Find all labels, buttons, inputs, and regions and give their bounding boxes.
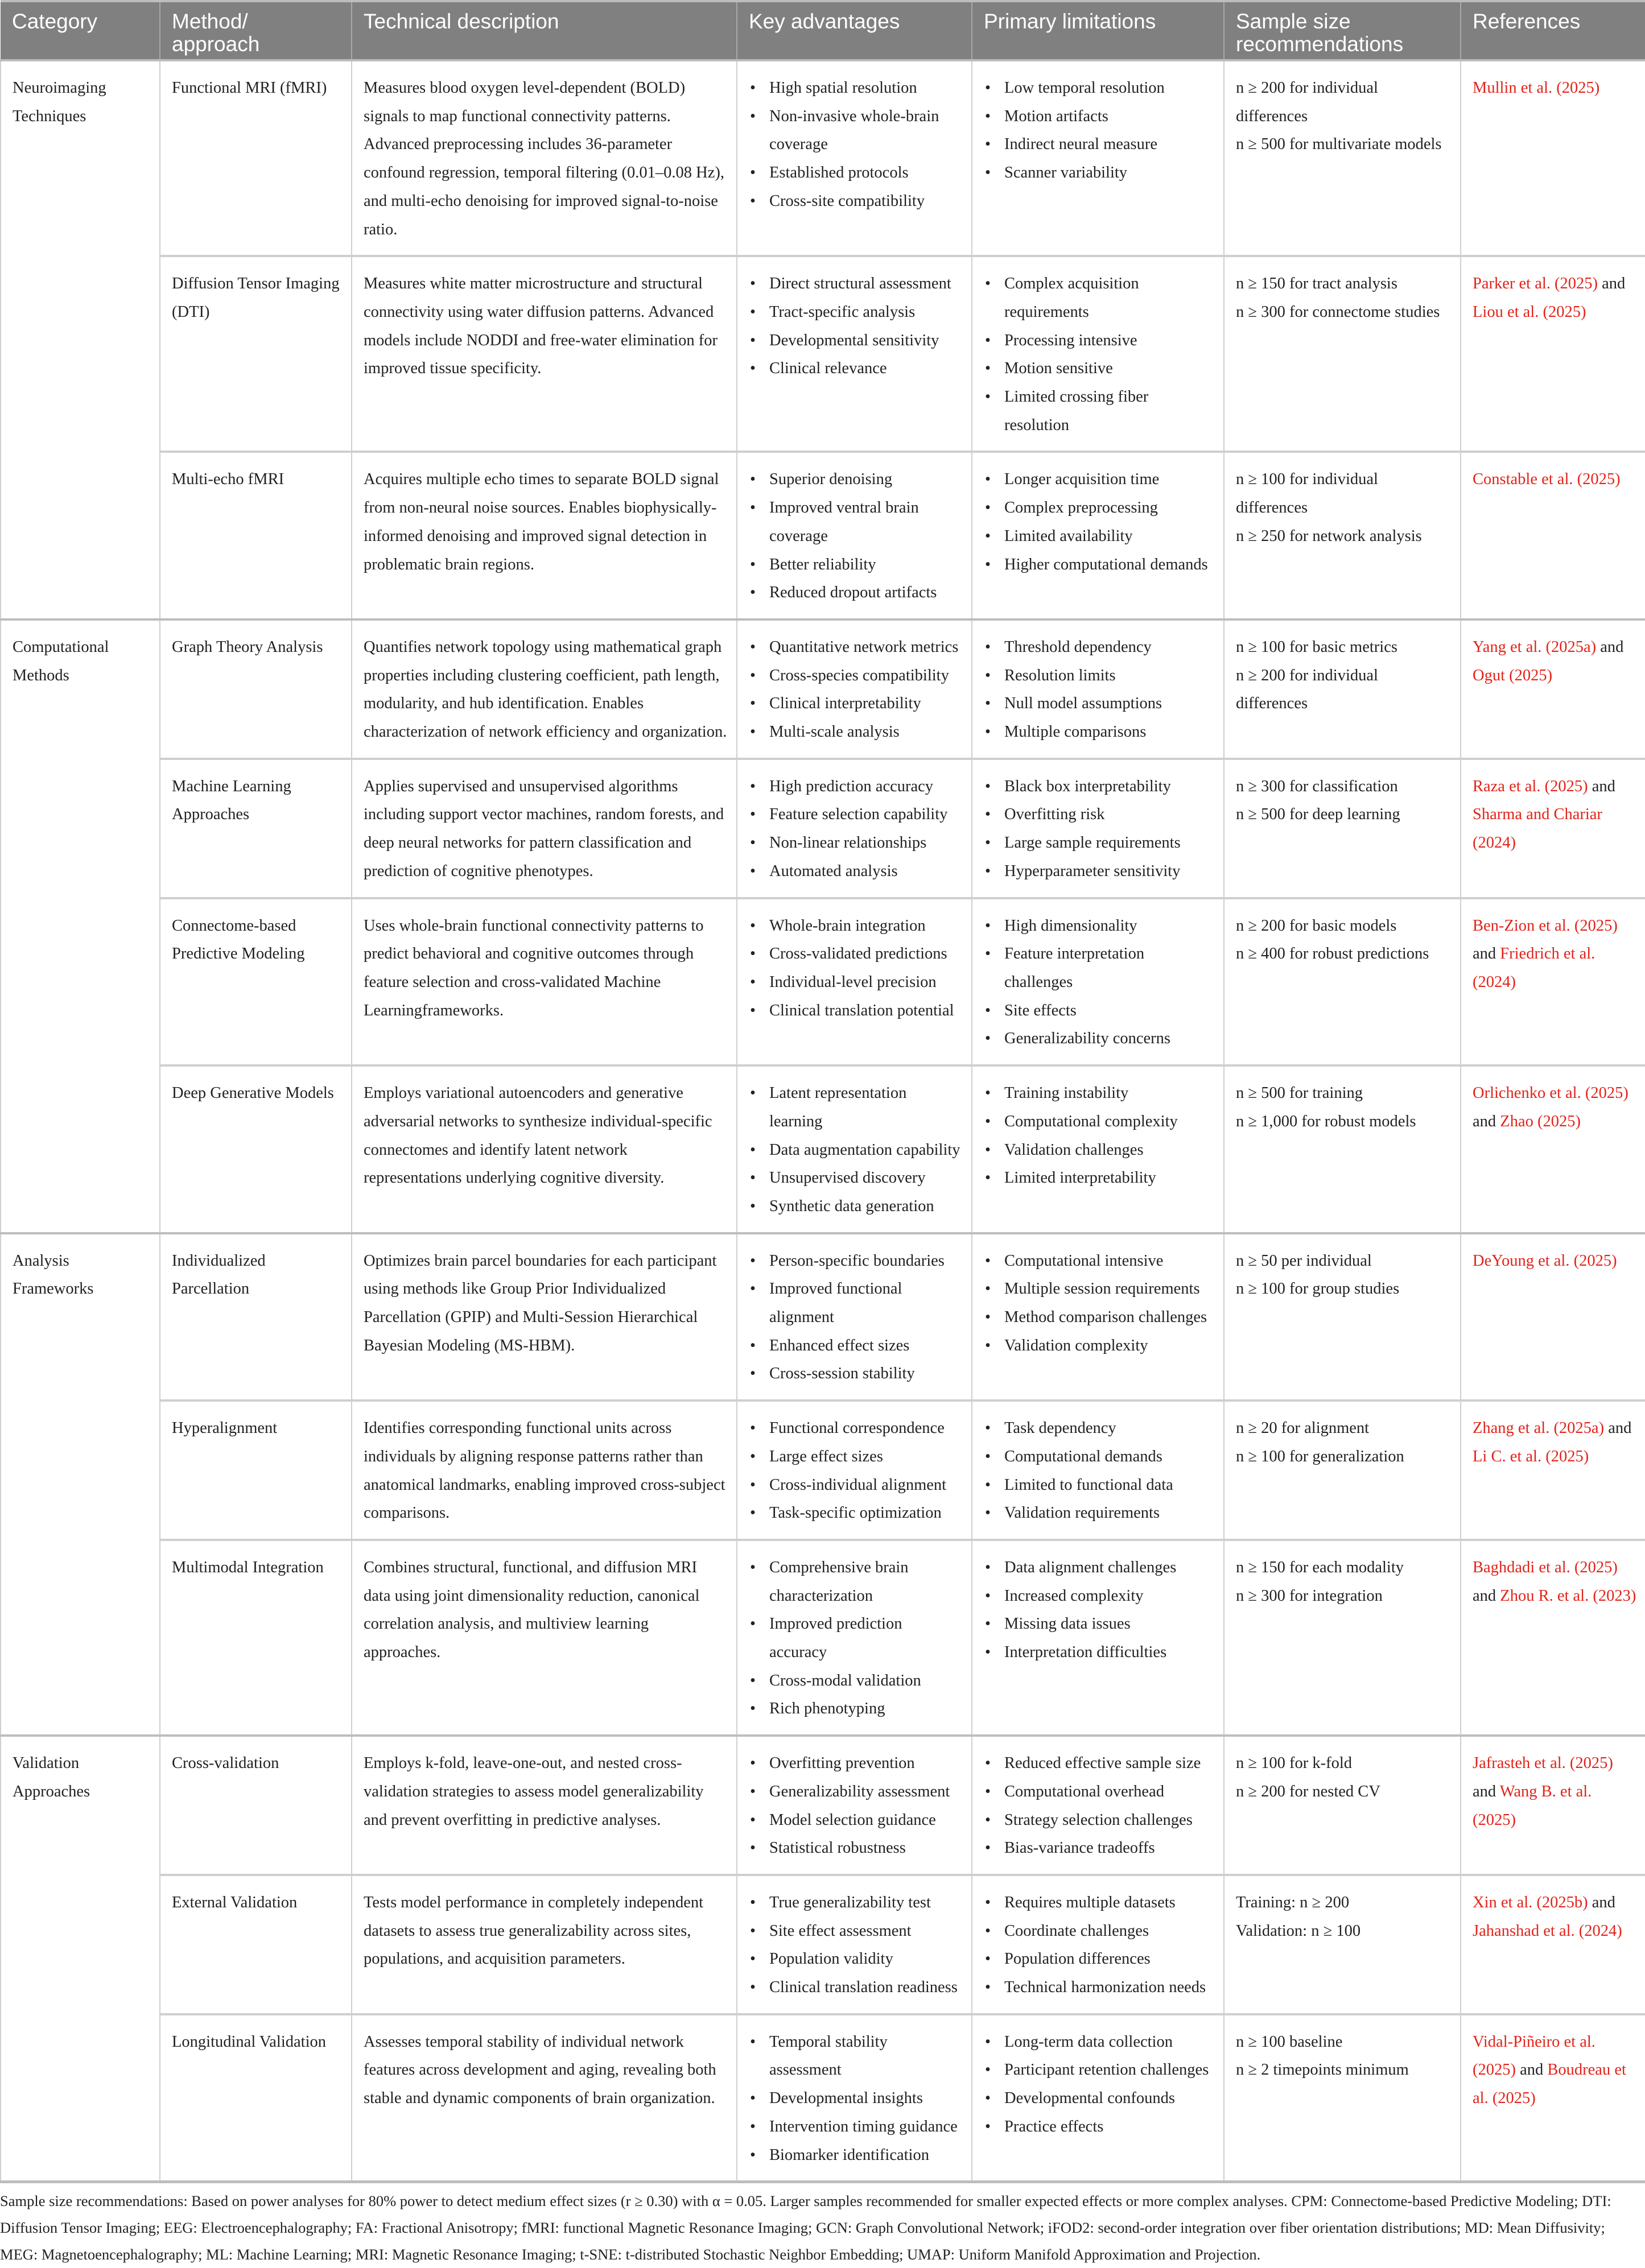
sample-size-item: n ≥ 200 for individual differences xyxy=(1236,79,1378,125)
reference-link[interactable]: Mullin et al. (2025) xyxy=(1473,79,1600,97)
sample-size-item: n ≥ 200 for basic models xyxy=(1236,916,1397,935)
sample-size-cell xyxy=(1224,619,1461,759)
sample-size-cell xyxy=(1224,2014,1461,2182)
advantages-cell xyxy=(737,60,972,256)
advantage-item: • Task-specific optimization xyxy=(749,1499,962,1527)
reference-link[interactable]: Ogut (2025) xyxy=(1473,666,1553,684)
method-cell: Machine Learning Approaches xyxy=(160,759,352,898)
limitations-cell xyxy=(972,1233,1224,1401)
description-cell: Quantifies network topology using mathematical graph properties including clustering coefficient, path length, modularity, and hub identification. Enables characterization of network efficiency and organization. xyxy=(352,619,737,759)
sample-size-item: n ≥ 100 for group studies xyxy=(1236,1280,1400,1298)
description-cell: Measures white matter microstructure and structural connectivity using water diffusion patterns. Advanced models include NODDI and free-water elimination for improved tissue specificity. xyxy=(352,256,737,452)
limitations-list xyxy=(984,633,1214,746)
table-header-row xyxy=(1,1,1645,60)
advantages-list xyxy=(749,1554,962,1723)
reference-connector: and xyxy=(1596,638,1624,656)
advantages-cell xyxy=(737,759,972,898)
reference-connector: and xyxy=(1473,945,1500,963)
method-cell: Longitudinal Validation xyxy=(160,2014,352,2182)
sample-size-item: n ≥ 100 baseline xyxy=(1236,2032,1343,2051)
advantage-item: • Enhanced effect sizes xyxy=(749,1332,962,1360)
reference-link[interactable]: Raza et al. (2025) xyxy=(1473,777,1588,795)
limitation-item: • Computational complexity xyxy=(984,1108,1214,1136)
limitation-item: • Increased complexity xyxy=(984,1582,1214,1610)
reference-link[interactable]: DeYoung et al. (2025) xyxy=(1473,1251,1617,1270)
advantage-item: • Latent representation learning xyxy=(749,1079,962,1135)
reference-link[interactable]: Orlichenko et al. (2025) xyxy=(1473,1084,1628,1102)
sample-size-cell xyxy=(1224,1736,1461,1875)
sample-size-cell xyxy=(1224,256,1461,452)
limitation-item: • Higher computational demands xyxy=(984,551,1214,579)
advantage-item: • Data augmentation capability xyxy=(749,1136,962,1164)
advantages-list xyxy=(749,1247,962,1389)
table-row xyxy=(1,256,1645,452)
advantages-list xyxy=(749,465,962,607)
sample-size-cell xyxy=(1224,1875,1461,2014)
description-cell: Optimizes brain parcel boundaries for each participant using methods like Group Prior Individualized Parcellation (GPIP) and Multi-Session Hierarchical Bayesian Modeling (MS-HBM). xyxy=(352,1233,737,1401)
header-description: Technical description xyxy=(352,1,737,60)
reference-link[interactable]: Liou et al. (2025) xyxy=(1473,303,1586,321)
sample-size-item: n ≥ 200 for individual differences xyxy=(1236,666,1378,713)
advantage-item: • Cross-modal validation xyxy=(749,1667,962,1695)
advantage-item: • Statistical robustness xyxy=(749,1834,962,1862)
table-row xyxy=(1,1065,1645,1233)
advantages-cell xyxy=(737,898,972,1066)
limitations-list xyxy=(984,1079,1214,1192)
table-footnote: Sample size recommendations: Based on power analyses for 80% power to detect medium effect sizes (r ≥ 0.30) with α = 0.05. Larger samples recommended for smaller expected effects or more complex analyses. CPM: Connectome-based Predictive Modeling; DTI: Diffusion Tensor Imaging; EEG: Electroencephalography; FA: Fractional Anisotropy; fMRI: functional Magnetic Resonance Imaging; GCN: Graph Convolutional Network; iFOD2: second-order integration over fiber orientation distributions; MD: Mean Diffusivity; MEG: Magnetoencephalography; ML: Machine Learning; MRI: Magnetic Resonance Imaging; t-SNE: t-distributed Stochastic Neighbor Embedding; UMAP: Uniform Manifold Approximation and Projection. xyxy=(0,2192,1611,2263)
advantage-item: • Population validity xyxy=(749,1945,962,1973)
sample-size-item: Validation: n ≥ 100 xyxy=(1236,1922,1361,1940)
advantage-item: • Overfitting prevention xyxy=(749,1749,962,1778)
reference-link[interactable]: Parker et al. (2025) xyxy=(1473,275,1598,293)
limitations-list xyxy=(984,270,1214,439)
advantage-item: • Cross-individual alignment xyxy=(749,1471,962,1499)
limitation-item: • Site effects xyxy=(984,997,1214,1025)
description-cell: Tests model performance in completely independent datasets to assess true generalizability across sites, populations, and acquisition parameters. xyxy=(352,1875,737,2014)
reference-link[interactable]: Zhang et al. (2025a) xyxy=(1473,1419,1605,1437)
description-cell: Assesses temporal stability of individual network features across development and aging, revealing both stable and dynamic components of brain organization. xyxy=(352,2014,737,2182)
method-cell: Hyperalignment xyxy=(160,1401,352,1540)
sample-size-item: n ≥ 500 for deep learning xyxy=(1236,805,1400,824)
advantages-list xyxy=(749,1079,962,1221)
limitations-cell xyxy=(972,759,1224,898)
references-cell xyxy=(1461,452,1645,619)
reference-link[interactable]: Jahanshad et al. (2024) xyxy=(1473,1922,1622,1940)
limitations-list xyxy=(984,74,1214,187)
reference-connector: and xyxy=(1588,1893,1615,1911)
reference-connector: and xyxy=(1588,777,1615,795)
limitations-list xyxy=(984,1889,1214,2002)
limitation-item: • Indirect neural measure xyxy=(984,130,1214,159)
advantages-list xyxy=(749,633,962,746)
advantage-item: • Non-linear relationships xyxy=(749,829,962,857)
sample-size-item: n ≥ 300 for connectome studies xyxy=(1236,303,1440,321)
advantage-item: • Improved ventral brain coverage xyxy=(749,494,962,550)
limitation-item: • Bias-variance tradeoffs xyxy=(984,1834,1214,1862)
limitation-item: • Large sample requirements xyxy=(984,829,1214,857)
references-cell xyxy=(1461,1540,1645,1736)
references-cell xyxy=(1461,1233,1645,1401)
sample-size-item: n ≥ 2 timepoints minimum xyxy=(1236,2061,1409,2079)
method-cell: Diffusion Tensor Imaging (DTI) xyxy=(160,256,352,452)
reference-link[interactable]: Friedrich et al. (2024) xyxy=(1473,945,1595,991)
advantage-item: • True generalizability test xyxy=(749,1889,962,1917)
table-row xyxy=(1,1233,1645,1401)
advantages-cell xyxy=(737,1736,972,1875)
method-cell: Functional MRI (fMRI) xyxy=(160,60,352,256)
limitation-item: • Training instability xyxy=(984,1079,1214,1108)
advantage-item: • High prediction accuracy xyxy=(749,772,962,801)
advantages-list xyxy=(749,1889,962,2002)
limitation-item: • Black box interpretability xyxy=(984,772,1214,801)
limitation-item: • Method comparison challenges xyxy=(984,1303,1214,1332)
reference-link[interactable]: Sharma and Chariar (2024) xyxy=(1473,805,1602,852)
description-cell: Acquires multiple echo times to separate BOLD signal from non-neural noise sources. Enables biophysically-informed denoising and improved signal detection in problematic brain regions. xyxy=(352,452,737,619)
limitations-list xyxy=(984,465,1214,579)
advantage-item: • Quantitative network metrics xyxy=(749,633,962,662)
advantages-cell xyxy=(737,452,972,619)
header-method: Method/ approach xyxy=(160,1,352,60)
limitations-list xyxy=(984,2028,1214,2141)
table-row xyxy=(1,1401,1645,1540)
header-references: References xyxy=(1461,1,1645,60)
advantages-list xyxy=(749,2028,962,2170)
advantage-item: • Multi-scale analysis xyxy=(749,718,962,746)
advantage-item: • Person-specific boundaries xyxy=(749,1247,962,1275)
advantage-item: • Reduced dropout artifacts xyxy=(749,579,962,607)
advantage-item: • Comprehensive brain characterization xyxy=(749,1554,962,1610)
sample-size-item: n ≥ 100 for individual differences xyxy=(1236,470,1378,517)
limitation-item: • Longer acquisition time xyxy=(984,465,1214,494)
limitation-item: • Multiple comparisons xyxy=(984,718,1214,746)
limitations-list xyxy=(984,1554,1214,1667)
limitation-item: • Population differences xyxy=(984,1945,1214,1973)
limitations-cell xyxy=(972,619,1224,759)
advantage-item: • Clinical relevance xyxy=(749,354,962,383)
method-cell: Multimodal Integration xyxy=(160,1540,352,1736)
table-row xyxy=(1,898,1645,1066)
advantage-item: • Model selection guidance xyxy=(749,1806,962,1835)
advantage-item: • Superior denoising xyxy=(749,465,962,494)
limitation-item: • Generalizability concerns xyxy=(984,1024,1214,1053)
reference-connector: and xyxy=(1473,1587,1500,1605)
limitation-item: • Overfitting risk xyxy=(984,800,1214,829)
limitation-item: • Limited to functional data xyxy=(984,1471,1214,1499)
reference-link[interactable]: Jafrasteh et al. (2025) xyxy=(1473,1754,1613,1773)
sample-size-cell xyxy=(1224,898,1461,1066)
description-cell: Employs variational autoencoders and generative adversarial networks to synthesize individual-specific connectomes and identify latent network representations underlying cognitive diversity. xyxy=(352,1065,737,1233)
method-cell: Cross-validation xyxy=(160,1736,352,1875)
advantage-item: • Generalizability assessment xyxy=(749,1778,962,1806)
limitations-cell xyxy=(972,898,1224,1066)
reference-connector: and xyxy=(1515,2061,1548,2079)
table-row xyxy=(1,1736,1645,1875)
sample-size-item: n ≥ 100 for generalization xyxy=(1236,1447,1404,1465)
references-cell xyxy=(1461,898,1645,1066)
sample-size-item: n ≥ 500 for multivariate models xyxy=(1236,135,1442,154)
sample-size-cell xyxy=(1224,1065,1461,1233)
sample-size-item: n ≥ 100 for k-fold xyxy=(1236,1754,1353,1773)
advantage-item: • Cross-session stability xyxy=(749,1360,962,1388)
reference-link[interactable]: Wang B. et al. (2025) xyxy=(1473,1782,1592,1829)
limitation-item: • Validation complexity xyxy=(984,1332,1214,1360)
header-sample-size: Sample size recommendations xyxy=(1224,1,1461,60)
sample-size-cell xyxy=(1224,1233,1461,1401)
limitation-item: • Developmental confounds xyxy=(984,2084,1214,2113)
references-cell xyxy=(1461,1736,1645,1875)
advantage-item: • Better reliability xyxy=(749,551,962,579)
advantage-item: • Cross-species compatibility xyxy=(749,662,962,690)
method-cell: Graph Theory Analysis xyxy=(160,619,352,759)
limitations-list xyxy=(984,1247,1214,1360)
sample-size-item: n ≥ 150 for tract analysis xyxy=(1236,275,1397,293)
advantage-item: • Individual-level precision xyxy=(749,968,962,997)
limitations-list xyxy=(984,772,1214,886)
category-cell: Neuroimaging Techniques xyxy=(1,60,160,619)
references-cell xyxy=(1461,60,1645,256)
limitations-cell xyxy=(972,1736,1224,1875)
advantages-list xyxy=(749,74,962,216)
sample-size-cell xyxy=(1224,1540,1461,1736)
limitation-item: • Resolution limits xyxy=(984,662,1214,690)
limitation-item: • Missing data issues xyxy=(984,1610,1214,1638)
method-cell: Multi-echo fMRI xyxy=(160,452,352,619)
category-cell: Analysis Frameworks xyxy=(1,1233,160,1736)
limitation-item: • Participant retention challenges xyxy=(984,2056,1214,2084)
advantage-item: • Clinical translation readiness xyxy=(749,1973,962,2002)
advantage-item: • Tract-specific analysis xyxy=(749,298,962,327)
sample-size-item: n ≥ 1,000 for robust models xyxy=(1236,1112,1416,1130)
advantage-item: • Direct structural assessment xyxy=(749,270,962,298)
sample-size-cell xyxy=(1224,60,1461,256)
advantages-cell xyxy=(737,1065,972,1233)
limitation-item: • Motion artifacts xyxy=(984,102,1214,131)
advantage-item: • Cross-validated predictions xyxy=(749,940,962,968)
table-row xyxy=(1,452,1645,619)
limitations-cell xyxy=(972,1875,1224,2014)
limitation-item: • Requires multiple datasets xyxy=(984,1889,1214,1917)
advantage-item: • Cross-site compatibility xyxy=(749,187,962,216)
limitations-cell xyxy=(972,256,1224,452)
limitation-item: • Computational overhead xyxy=(984,1778,1214,1806)
advantage-item: • Clinical translation potential xyxy=(749,997,962,1025)
limitation-item: • Strategy selection challenges xyxy=(984,1806,1214,1835)
limitation-item: • Technical harmonization needs xyxy=(984,1973,1214,2002)
reference-connector: and xyxy=(1473,1782,1500,1800)
reference-connector: and xyxy=(1598,275,1626,293)
description-cell: Employs k-fold, leave-one-out, and nested cross-validation strategies to assess model generalizability and prevent overfitting in predictive analyses. xyxy=(352,1736,737,1875)
limitation-item: • Threshold dependency xyxy=(984,633,1214,662)
limitation-item: • Hyperparameter sensitivity xyxy=(984,857,1214,886)
advantages-cell xyxy=(737,2014,972,2182)
advantages-list xyxy=(749,912,962,1025)
limitation-item: • Scanner variability xyxy=(984,159,1214,187)
advantages-list xyxy=(749,772,962,886)
reference-link[interactable]: Baghdadi et al. (2025) xyxy=(1473,1558,1618,1576)
advantages-cell xyxy=(737,1540,972,1736)
advantage-item: • Functional correspondence xyxy=(749,1414,962,1443)
limitation-item: • Feature interpretation challenges xyxy=(984,940,1214,996)
advantage-item: • Site effect assessment xyxy=(749,1917,962,1945)
references-cell xyxy=(1461,1875,1645,2014)
limitation-item: • Validation challenges xyxy=(984,1136,1214,1164)
reference-link[interactable]: Xin et al. (2025b) xyxy=(1473,1893,1588,1911)
category-cell: Validation Approaches xyxy=(1,1736,160,2182)
reference-link[interactable]: Li C. et al. (2025) xyxy=(1473,1447,1589,1465)
limitation-item: • Limited interpretability xyxy=(984,1164,1214,1192)
limitation-item: • Validation requirements xyxy=(984,1499,1214,1527)
references-cell xyxy=(1461,759,1645,898)
advantage-item: • Non-invasive whole-brain coverage xyxy=(749,102,962,159)
advantage-item: • Intervention timing guidance xyxy=(749,2113,962,2141)
advantage-item: • Improved prediction accuracy xyxy=(749,1610,962,1666)
reference-link[interactable]: Ben-Zion et al. (2025) xyxy=(1473,916,1618,935)
references-cell xyxy=(1461,619,1645,759)
references-cell xyxy=(1461,2014,1645,2182)
reference-connector: and xyxy=(1473,1112,1500,1130)
limitation-item: • Reduced effective sample size xyxy=(984,1749,1214,1778)
sample-size-item: n ≥ 200 for nested CV xyxy=(1236,1782,1380,1800)
table-row xyxy=(1,759,1645,898)
reference-link[interactable]: Zhou R. et al. (2023) xyxy=(1500,1587,1636,1605)
description-cell: Combines structural, functional, and diffusion MRI data using joint dimensionality reduction, canonical correlation analysis, and multiview learning approaches. xyxy=(352,1540,737,1736)
table-row xyxy=(1,2014,1645,2182)
sample-size-cell xyxy=(1224,759,1461,898)
advantages-cell xyxy=(737,1875,972,2014)
advantage-item: • Feature selection capability xyxy=(749,800,962,829)
limitations-list xyxy=(984,1414,1214,1527)
limitations-cell xyxy=(972,2014,1224,2182)
table-row xyxy=(1,1540,1645,1736)
limitation-item: • Null model assumptions xyxy=(984,689,1214,718)
advantage-item: • Rich phenotyping xyxy=(749,1695,962,1723)
limitation-item: • Task dependency xyxy=(984,1414,1214,1443)
limitation-item: • Multiple session requirements xyxy=(984,1275,1214,1303)
description-cell: Identifies corresponding functional units across individuals by aligning response patterns rather than anatomical landmarks, enabling improved cross-subject comparisons. xyxy=(352,1401,737,1540)
table-row xyxy=(1,619,1645,759)
advantages-list xyxy=(749,1414,962,1527)
limitation-item: • Interpretation difficulties xyxy=(984,1638,1214,1667)
header-limitations: Primary limitations xyxy=(972,1,1224,60)
limitation-item: • Coordinate challenges xyxy=(984,1917,1214,1945)
limitation-item: • Limited availability xyxy=(984,522,1214,551)
advantage-item: • Improved functional alignment xyxy=(749,1275,962,1331)
sample-size-item: n ≥ 20 for alignment xyxy=(1236,1419,1370,1437)
method-cell: External Validation xyxy=(160,1875,352,2014)
limitation-item: • Data alignment challenges xyxy=(984,1554,1214,1582)
advantage-item: • Whole-brain integration xyxy=(749,912,962,940)
limitations-cell xyxy=(972,452,1224,619)
method-cell: Individualized Parcellation xyxy=(160,1233,352,1401)
advantages-list xyxy=(749,270,962,383)
limitation-item: • Long-term data collection xyxy=(984,2028,1214,2056)
reference-link[interactable]: Vidal-Piñeiro et al. (2025) xyxy=(1473,2032,1595,2079)
advantages-cell xyxy=(737,256,972,452)
advantage-item: • Large effect sizes xyxy=(749,1443,962,1471)
description-cell: Applies supervised and unsupervised algorithms including support vector machines, random forests, and deep neural networks for pattern classification and prediction of cognitive phenotypes. xyxy=(352,759,737,898)
limitation-item: • Computational intensive xyxy=(984,1247,1214,1275)
advantage-item: • Established protocols xyxy=(749,159,962,187)
limitation-item: • Low temporal resolution xyxy=(984,74,1214,102)
limitation-item: • Processing intensive xyxy=(984,327,1214,355)
table-row xyxy=(1,1875,1645,2014)
reference-link[interactable]: Yang et al. (2025a) xyxy=(1473,638,1597,656)
sample-size-item: n ≥ 500 for training xyxy=(1236,1084,1363,1102)
sample-size-item: n ≥ 300 for integration xyxy=(1236,1587,1383,1605)
advantage-item: • Synthetic data generation xyxy=(749,1192,962,1221)
references-cell xyxy=(1461,256,1645,452)
table-body xyxy=(1,60,1645,2182)
advantages-cell xyxy=(737,1401,972,1540)
description-cell: Uses whole-brain functional connectivity patterns to predict behavioral and cognitive outcomes through feature selection and cross-validated Machine Learningframeworks. xyxy=(352,898,737,1066)
limitations-list xyxy=(984,912,1214,1054)
sample-size-cell xyxy=(1224,1401,1461,1540)
limitations-cell xyxy=(972,60,1224,256)
reference-link[interactable]: Constable et al. (2025) xyxy=(1473,470,1621,489)
advantage-item: • Developmental sensitivity xyxy=(749,327,962,355)
advantage-item: • High spatial resolution xyxy=(749,74,962,102)
advantages-cell xyxy=(737,619,972,759)
advantage-item: • Temporal stability assessment xyxy=(749,2028,962,2084)
limitation-item: • Motion sensitive xyxy=(984,354,1214,383)
category-cell: Computational Methods xyxy=(1,619,160,1233)
limitation-item: • High dimensionality xyxy=(984,912,1214,940)
limitation-item: • Complex preprocessing xyxy=(984,494,1214,522)
advantages-list xyxy=(749,1749,962,1862)
sample-size-item: n ≥ 50 per individual xyxy=(1236,1251,1372,1270)
advantages-cell xyxy=(737,1233,972,1401)
method-cell: Connectome-based Predictive Modeling xyxy=(160,898,352,1066)
table-row xyxy=(1,60,1645,256)
limitation-item: • Limited crossing fiber resolution xyxy=(984,383,1214,439)
advantage-item: • Developmental insights xyxy=(749,2084,962,2113)
sample-size-item: n ≥ 150 for each modality xyxy=(1236,1558,1404,1576)
header-category: Category xyxy=(1,1,160,60)
limitation-item: • Complex acquisition requirements xyxy=(984,270,1214,326)
sample-size-item: n ≥ 250 for network analysis xyxy=(1236,527,1422,545)
reference-link[interactable]: Boudreau et al. (2025) xyxy=(1473,2061,1626,2108)
sample-size-cell xyxy=(1224,452,1461,619)
references-cell xyxy=(1461,1065,1645,1233)
description-cell: Measures blood oxygen level-dependent (BOLD) signals to map functional connectivity patterns. Advanced preprocessing includes 36-parameter confound regression, temporal filtering (0.01–0.08 Hz), and multi-echo denoising for improved signal-to-noise ratio. xyxy=(352,60,737,256)
reference-link[interactable]: Zhao (2025) xyxy=(1500,1112,1581,1130)
limitations-cell xyxy=(972,1540,1224,1736)
advantage-item: • Automated analysis xyxy=(749,857,962,886)
header-advantages: Key advantages xyxy=(737,1,972,60)
advantage-item: • Unsupervised discovery xyxy=(749,1164,962,1192)
sample-size-item: n ≥ 400 for robust predictions xyxy=(1236,945,1429,963)
limitations-cell xyxy=(972,1401,1224,1540)
references-cell xyxy=(1461,1401,1645,1540)
limitation-item: • Computational demands xyxy=(984,1443,1214,1471)
sample-size-item: Training: n ≥ 200 xyxy=(1236,1893,1350,1911)
advantage-item: • Clinical interpretability xyxy=(749,689,962,718)
limitation-item: • Practice effects xyxy=(984,2113,1214,2141)
limitations-list xyxy=(984,1749,1214,1862)
sample-size-item: n ≥ 100 for basic metrics xyxy=(1236,638,1397,656)
sample-size-item: n ≥ 300 for classification xyxy=(1236,777,1398,795)
method-cell: Deep Generative Models xyxy=(160,1065,352,1233)
reference-connector: and xyxy=(1604,1419,1632,1437)
limitations-cell xyxy=(972,1065,1224,1233)
advantage-item: • Biomarker identification xyxy=(749,2141,962,2170)
